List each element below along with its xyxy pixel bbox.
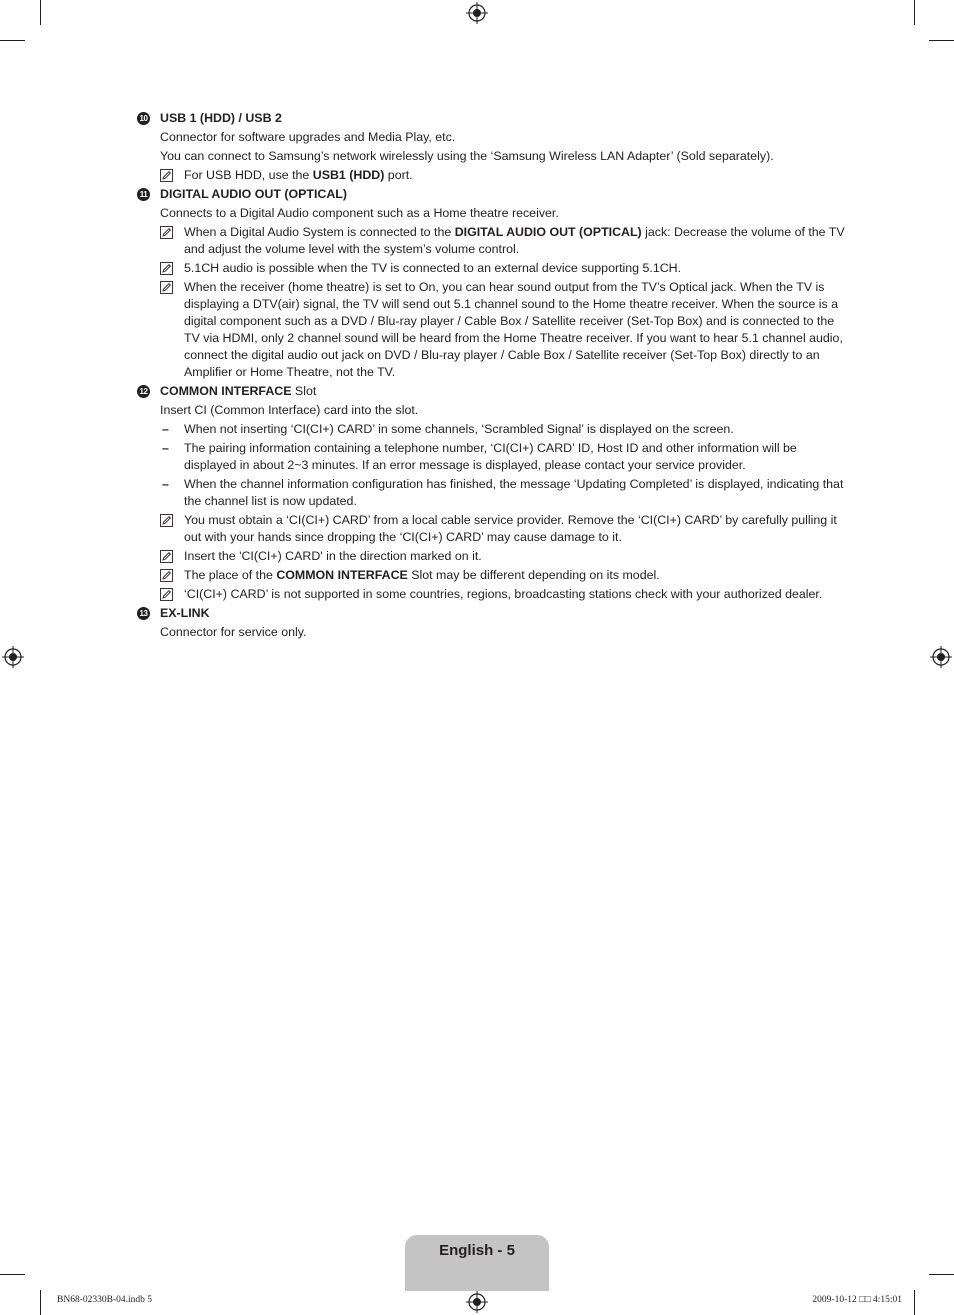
dash-bullet: – xyxy=(162,477,169,491)
note-item: Insert the 'CI(CI+) CARD' in the direction marked on it. xyxy=(160,548,847,565)
note-pencil-icon xyxy=(160,226,173,239)
registration-mark-icon xyxy=(466,2,488,24)
note-item: You must obtain a ‘CI(CI+) CARD’ from a local cable service provider. Remove the ‘CI(CI+) CARD’ by carefully pulling it out with your hands since dropping the ‘CI(CI+) CARD’ may cause damage to it. xyxy=(160,512,847,546)
section-digital-audio-out xyxy=(137,186,847,381)
print-slug-file: BN68-02330B-04.indb 5 xyxy=(57,1295,152,1305)
dash-bullet: – xyxy=(162,441,169,455)
note-pencil-icon xyxy=(160,262,173,275)
paragraph: Connector for service only. xyxy=(160,625,307,639)
crop-mark xyxy=(0,1274,25,1275)
section-common-interface xyxy=(137,383,847,603)
crop-mark xyxy=(929,1274,954,1275)
section-number: 11 xyxy=(137,188,150,201)
note-item: ‘CI(CI+) CARD’ is not supported in some countries, regions, broadcasting stations check with your authorized dealer. xyxy=(160,586,847,603)
crop-mark xyxy=(40,0,41,25)
note-pencil-icon xyxy=(160,514,173,527)
crop-mark xyxy=(914,0,915,25)
dash-item: – The pairing information containing a telephone number, ‘CI(CI+) CARD’ ID, Host ID and other information will be displayed in about 2~3 minutes. If an error message is displayed, please contact your service provider. xyxy=(162,441,797,472)
section-number: 13 xyxy=(137,607,150,620)
registration-mark-icon xyxy=(2,646,24,668)
section-number: 10 xyxy=(137,112,150,125)
crop-mark xyxy=(929,40,954,41)
print-slug-date: 2009-10-12 □□ 4:15:01 xyxy=(812,1295,902,1305)
note-pencil-icon xyxy=(160,588,173,601)
registration-mark-icon xyxy=(930,646,952,668)
section-ex-link xyxy=(137,605,847,641)
crop-mark xyxy=(40,1290,41,1315)
section-title: EX-LINK xyxy=(160,606,210,620)
note-pencil-icon xyxy=(160,550,173,563)
note-pencil-icon xyxy=(160,569,173,582)
note-item: When a Digital Audio System is connected to the DIGITAL AUDIO OUT (OPTICAL) jack: Decrease the volume of the TV and adjust the volume level with the system’s volume control. xyxy=(160,224,847,258)
note-item: The place of the COMMON INTERFACE Slot may be different depending on its model. xyxy=(160,567,847,584)
note-item: For USB HDD, use the USB1 (HDD) port. xyxy=(160,167,847,184)
paragraph: Insert CI (Common Interface) card into the slot. xyxy=(160,403,419,417)
paragraph: Connector for software upgrades and Media Play, etc. xyxy=(160,130,456,144)
dash-item: – When not inserting ‘CI(CI+) CARD’ in some channels, ‘Scrambled Signal’ is displayed on the screen. xyxy=(162,422,734,436)
paragraph: You can connect to Samsung’s network wirelessly using the ‘Samsung Wireless LAN Adapter’ (Sold separately). xyxy=(160,149,774,163)
note-pencil-icon xyxy=(160,281,173,294)
crop-mark xyxy=(914,1290,915,1315)
section-title: USB 1 (HDD) / USB 2 xyxy=(160,111,282,125)
note-item: 5.1CH audio is possible when the TV is connected to an external device supporting 5.1CH. xyxy=(160,260,847,277)
section-usb xyxy=(137,110,847,184)
dash-item: – When the channel information configuration has finished, the message ‘Updating Completed’ is displayed, indicating that the channel list is now updated. xyxy=(162,477,844,508)
section-title: DIGITAL AUDIO OUT (OPTICAL) xyxy=(160,187,347,201)
section-number: 12 xyxy=(137,385,150,398)
page-number-tab: English - 5 xyxy=(405,1235,549,1291)
crop-mark xyxy=(0,40,25,41)
note-pencil-icon xyxy=(160,169,173,182)
section-title: COMMON INTERFACE Slot xyxy=(160,384,317,398)
note-item: When the receiver (home theatre) is set to On, you can hear sound output from the TV’s Optical jack. When the TV is displaying a DTV(air) signal, the TV will send out 5.1 channel sound to the Home theatre receiver. When the source is a digital component such as a DVD / Blu-ray player / Cable Box / Satellite receiver (Set-Top Box) and is connected to the TV via HDMI, only 2 channel sound will be heard from the Home Theatre receiver. If you want to hear 5.1 channel audio, connect the digital audio out jack on DVD / Blu-ray player / Cable Box / Satellite receiver (Set-Top Box) directly to an Amplifier or Home Theatre, not the TV. xyxy=(160,279,847,381)
paragraph: Connects to a Digital Audio component such as a Home theatre receiver. xyxy=(160,206,559,220)
dash-bullet: – xyxy=(162,422,169,436)
page-content xyxy=(137,110,847,643)
registration-mark-icon xyxy=(466,1291,488,1313)
